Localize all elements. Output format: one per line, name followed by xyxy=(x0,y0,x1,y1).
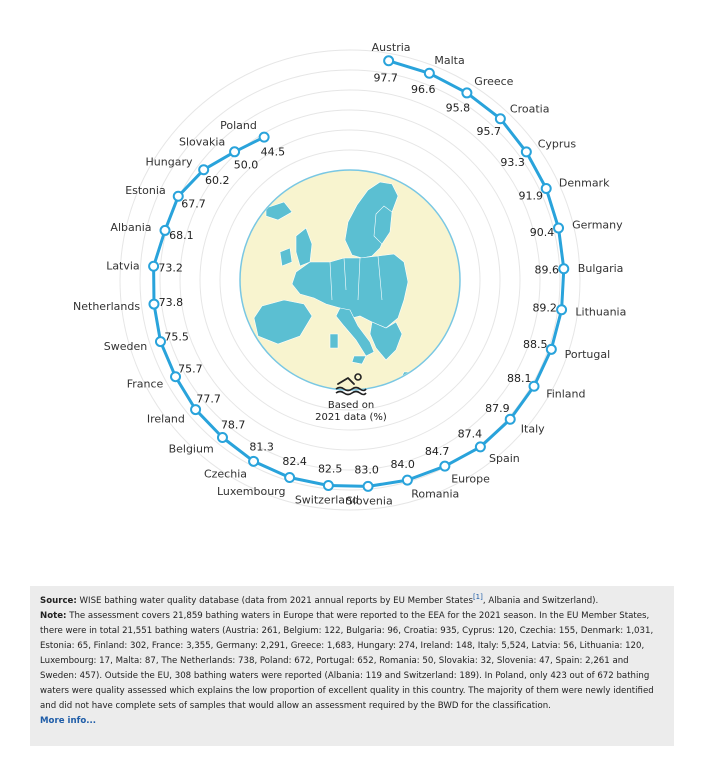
data-point-netherlands[interactable] xyxy=(149,300,158,309)
value-label-spain: 87.4 xyxy=(457,427,483,441)
data-point-slovenia[interactable] xyxy=(364,482,373,491)
center-label-line-1: Based on xyxy=(327,400,375,411)
value-label-czechia: 81.3 xyxy=(249,440,274,454)
value-label-estonia: 67.7 xyxy=(181,197,206,211)
value-label-cyprus: 93.3 xyxy=(500,155,525,169)
data-point-lithuania[interactable] xyxy=(557,305,566,314)
data-point-luxembourg[interactable] xyxy=(285,473,294,482)
category-label-austria: Austria xyxy=(371,41,411,54)
value-label-luxembourg: 82.4 xyxy=(282,455,307,469)
value-label-portugal: 88.5 xyxy=(523,337,548,351)
value-label-germany: 90.4 xyxy=(529,226,555,240)
data-point-hungary[interactable] xyxy=(199,165,208,174)
data-point-ireland[interactable] xyxy=(191,405,200,414)
source-note-box xyxy=(30,586,674,746)
category-label-poland: Poland xyxy=(220,119,257,133)
category-label-lithuania: Lithuania xyxy=(575,305,627,319)
data-point-croatia[interactable] xyxy=(496,114,505,123)
value-label-lithuania: 89.2 xyxy=(532,301,557,315)
category-label-spain: Spain xyxy=(489,451,520,465)
data-point-poland[interactable] xyxy=(260,133,269,142)
data-point-austria[interactable] xyxy=(384,56,393,65)
category-label-hungary: Hungary xyxy=(145,155,193,169)
value-label-bulgaria: 89.6 xyxy=(534,263,560,277)
category-label-belgium: Belgium xyxy=(168,442,214,456)
category-label-cyprus: Cyprus xyxy=(537,137,577,151)
category-label-croatia: Croatia xyxy=(509,102,550,116)
value-label-greece: 95.8 xyxy=(445,101,471,115)
value-label-albania: 68.1 xyxy=(169,228,194,242)
note-text: The assessment covers 21,859 bathing waters in Europe that were reported to the EEA for the 2021 season. In the EU Member States, there were in total 21,551 bathing waters (Austria: 261, Belgium: 122, Bulgaria: 96, Croatia: 935, Cyprus: 120, Czechia: 155, Denmark: 1,031, Estonia: 65, Finland: 302, France: 3,355, Germany: 2,291, Greece: 1,683, Hungary: 274, Ireland: 148, Italy: 5,524, Latvia: 56, Lithuania: 120, Luxembourg: 17, Malta: 87, The Netherlands: 738, Poland: 672, Portugal: 652, Romania: 50, Slovakia: 32, Slovenia: 47, Spain: 2,261 and Sweden: 457). Outside the EU, 308 bathing waters were reported (Albania: 119 and Switzerland: 189). In Poland, only 423 out of 672 bathing waters were quality assessed which explains the low proportion of excellent quality in this country. The majority of them were newly identified and did not have complete sets of samples that would allow an assessment required by the BWD for the classification. xyxy=(40,611,654,711)
center-label-line-2: 2021 data (%) xyxy=(315,412,387,423)
category-label-germany: Germany xyxy=(572,218,623,232)
data-point-germany[interactable] xyxy=(554,224,563,233)
category-label-switzerland: Switzerland xyxy=(294,493,359,507)
value-label-belgium: 78.7 xyxy=(220,418,246,432)
value-label-switzerland: 82.5 xyxy=(317,462,343,476)
data-point-italy[interactable] xyxy=(506,415,515,424)
source-label: Source: xyxy=(40,596,77,606)
value-label-slovenia: 83.0 xyxy=(354,463,379,477)
category-label-romania: Romania xyxy=(411,487,460,501)
category-label-portugal: Portugal xyxy=(564,347,611,361)
category-label-estonia: Estonia xyxy=(125,184,166,198)
source-reference-link[interactable]: [1] xyxy=(472,593,483,602)
value-label-slovakia: 50.0 xyxy=(233,158,259,172)
data-point-latvia[interactable] xyxy=(149,262,158,271)
data-point-malta[interactable] xyxy=(425,69,434,78)
value-label-austria: 97.7 xyxy=(373,71,398,85)
category-label-greece: Greece xyxy=(474,75,514,89)
sardinia-shape xyxy=(330,334,338,348)
value-label-ireland: 77.7 xyxy=(196,392,221,406)
source-paragraph xyxy=(40,594,664,609)
data-point-europe[interactable] xyxy=(440,462,449,471)
data-point-romania[interactable] xyxy=(403,476,412,485)
category-label-europe: Europe xyxy=(451,472,490,486)
value-label-romania: 84.0 xyxy=(390,457,415,471)
data-point-belgium[interactable] xyxy=(218,433,227,442)
category-label-sweden: Sweden xyxy=(103,339,148,353)
category-label-denmark: Denmark xyxy=(558,176,610,190)
value-label-latvia: 73.2 xyxy=(158,261,183,275)
value-label-france: 75.7 xyxy=(178,362,203,376)
value-label-hungary: 60.2 xyxy=(205,174,230,187)
note-label: Note: xyxy=(40,611,67,621)
value-label-malta: 96.6 xyxy=(411,83,436,97)
data-point-slovakia[interactable] xyxy=(230,147,239,156)
note-paragraph xyxy=(40,609,664,714)
value-label-denmark: 91.9 xyxy=(518,189,544,203)
category-label-latvia: Latvia xyxy=(106,259,140,273)
category-label-albania: Albania xyxy=(110,220,152,234)
value-label-poland: 44.5 xyxy=(260,145,286,159)
source-text-end: , Albania and Switzerland). xyxy=(482,596,599,606)
value-label-netherlands: 73.8 xyxy=(158,296,184,309)
data-point-bulgaria[interactable] xyxy=(559,264,568,273)
value-label-croatia: 95.7 xyxy=(476,125,502,139)
data-point-switzerland[interactable] xyxy=(324,481,333,490)
value-label-finland: 88.1 xyxy=(507,371,532,385)
category-label-slovenia: Slovenia xyxy=(345,494,393,508)
data-point-greece[interactable] xyxy=(462,88,471,97)
value-label-sweden: 75.5 xyxy=(164,330,189,344)
value-label-europe: 84.7 xyxy=(424,445,450,458)
category-label-finland: Finland xyxy=(546,387,586,401)
category-label-netherlands: Netherlands xyxy=(73,299,141,313)
category-label-ireland: Ireland xyxy=(146,412,185,426)
source-text: WISE bathing water quality database (data from 2021 annual reports by EU Member States xyxy=(79,596,473,606)
value-label-italy: 87.9 xyxy=(485,402,510,416)
data-point-spain[interactable] xyxy=(476,442,485,451)
more-info-link[interactable]: More info... xyxy=(40,716,97,726)
data-point-portugal[interactable] xyxy=(547,345,556,354)
category-label-malta: Malta xyxy=(434,54,465,68)
category-label-france: France xyxy=(126,377,164,391)
data-point-czechia[interactable] xyxy=(249,457,258,466)
category-label-czechia: Czechia xyxy=(203,467,247,481)
category-label-bulgaria: Bulgaria xyxy=(577,262,624,276)
category-label-slovakia: Slovakia xyxy=(179,135,226,149)
category-label-italy: Italy xyxy=(520,422,545,436)
category-label-luxembourg: Luxembourg xyxy=(216,484,286,498)
